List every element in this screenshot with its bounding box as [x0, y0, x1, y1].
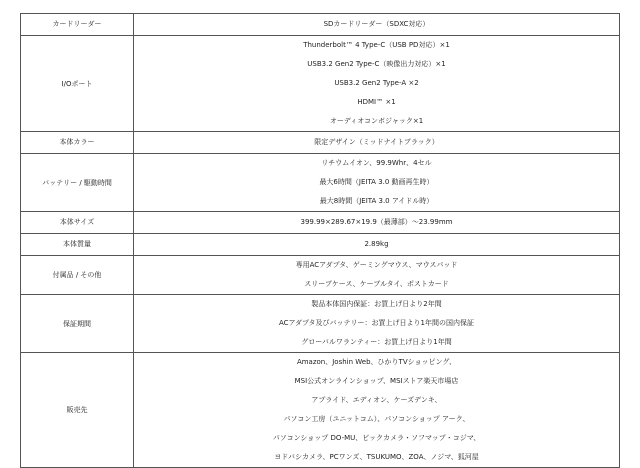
spec-value: [134, 234, 620, 256]
spec-value: [134, 36, 620, 132]
spec-value: [134, 14, 620, 36]
value-line: Amazon、Joshin Web、ひかりTVショッピング、: [296, 358, 457, 366]
label-text: 本体質量: [63, 240, 91, 248]
label-text: 本体サイズ: [59, 218, 95, 226]
value-line: 製品本体国内保証：お買上げ日より2年間: [311, 300, 442, 308]
value-line: 399.99×289.67×19.9（最薄部）～23.99mm: [300, 218, 453, 226]
spec-label: [21, 295, 134, 353]
value-line: 最大8時間（JEITA 3.0 アイドル時）: [319, 197, 434, 205]
value-line: オーディオコンボジャック×1: [329, 117, 424, 125]
spec-value: [134, 256, 620, 295]
spec-row-retailers: [21, 353, 620, 468]
spec-row-body-color: [21, 132, 620, 154]
label-text: カードリーダー: [52, 20, 102, 28]
label-text: I/Oポート: [61, 79, 93, 88]
value-line: パソコン工房（ユニットコム）、パソコンショップ アーク、: [283, 415, 470, 423]
value-line: 専用ACアダプタ、ゲーミングマウス、マウスパッド: [295, 261, 458, 269]
value-line: ヨドバシカメラ、PCワンズ、TSUKUMO、ZOA、ノジマ、狐河屋: [274, 453, 479, 461]
spec-label: [21, 212, 134, 234]
spec-value: [134, 132, 620, 154]
spec-row-body-size: [21, 212, 620, 234]
label-text: 本体カラー: [59, 138, 95, 146]
spec-label: [21, 234, 134, 256]
spec-row-warranty: [21, 295, 620, 353]
spec-value: [134, 154, 620, 212]
spec-row-io-ports: [21, 36, 620, 132]
value-line: 最大6時間（JEITA 3.0 動画再生時）: [319, 178, 434, 186]
spec-row-body-weight: [21, 234, 620, 256]
value-line: ACアダプタ及びバッテリー：お買上げ日より1年間の国内保証: [278, 319, 475, 327]
value-line: MSI公式オンラインショップ、MSIストア楽天市場店: [294, 377, 459, 385]
spec-value: [134, 212, 620, 234]
value-line: グローバルワランティー：お買上げ日より1年間: [301, 338, 452, 346]
value-line: SDカードリーダー（SDXC対応）: [323, 20, 430, 28]
label-text: 付属品 / その他: [52, 271, 102, 279]
value-line: USB3.2 Gen2 Type-A ×2: [334, 79, 419, 87]
spec-row-accessories: [21, 256, 620, 295]
spec-row-card-reader: [21, 14, 620, 36]
spec-label: [21, 14, 134, 36]
label-text: 保証期間: [63, 319, 91, 328]
value-line: Thunderbolt™ 4 Type-C（USB PD対応）×1: [303, 41, 450, 49]
spec-table: [20, 13, 620, 468]
value-line: USB3.2 Gen2 Type-C（映像出力対応）×1: [307, 60, 446, 68]
spec-row-battery: [21, 154, 620, 212]
value-line: 2.89kg: [364, 240, 389, 248]
spec-label: [21, 256, 134, 295]
label-text: 販売先: [66, 406, 88, 414]
spec-label: [21, 36, 134, 132]
spec-value: [134, 353, 620, 468]
label-text: バッテリー / 駆動時間: [42, 178, 112, 187]
spec-label: [21, 353, 134, 468]
value-line: HDMI™ ×1: [357, 98, 396, 106]
spec-label: [21, 154, 134, 212]
value-line: パソコンショップ DO-MU、ビックカメラ・ソフマップ・コジマ、: [272, 434, 481, 442]
value-line: リチウムイオン、99.9Whr、4セル: [321, 159, 432, 167]
value-line: アプライド、エディオン、ケーズデンキ、: [311, 396, 442, 404]
value-line: スリーブケース、ケーブルタイ、ポストカード: [304, 280, 449, 288]
spec-value: [134, 295, 620, 353]
value-line: 限定デザイン（ミッドナイトブラック）: [314, 138, 439, 146]
spec-label: [21, 132, 134, 154]
